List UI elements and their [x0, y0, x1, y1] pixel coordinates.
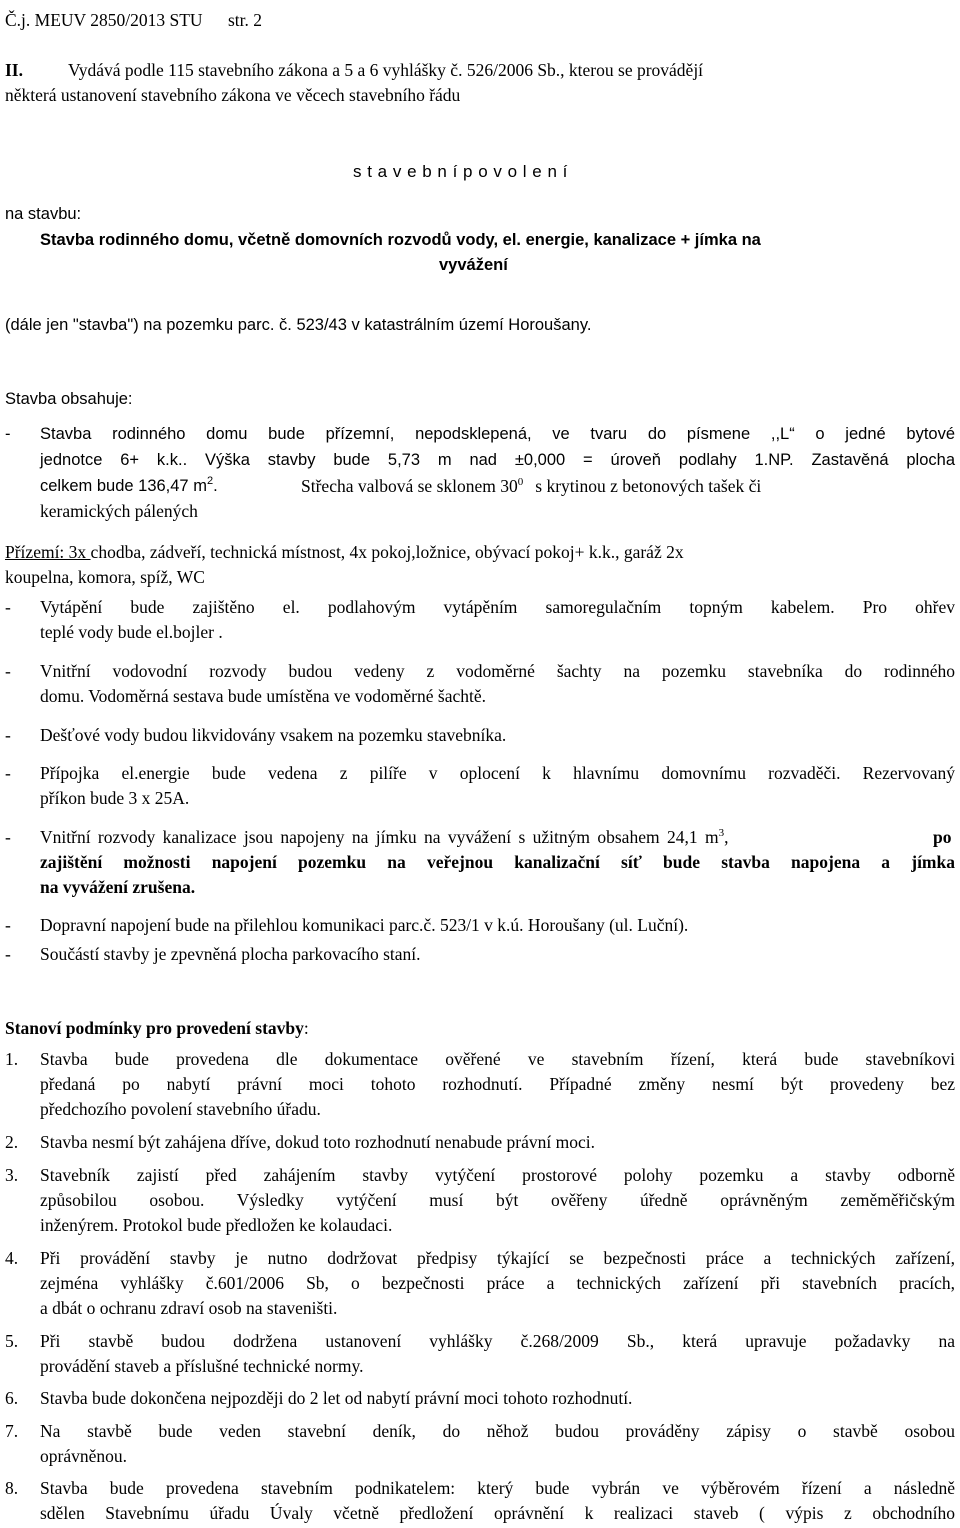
condition-8-line-1: Stavba bude provedena stavebním podnikatelem: který bude vybrán ve výběrovém řízení a následně — [40, 1478, 955, 1498]
contents-label: Stavba obsahuje: — [5, 390, 133, 408]
bullet-dash: - — [5, 763, 11, 783]
conditions-heading-colon: : — [303, 1018, 309, 1038]
bullet-6-line-1-end: po — [933, 827, 952, 847]
bullet-dash: - — [5, 597, 11, 617]
bullet-2-line-1: Vytápění bude zajištěno el. podlahovým vytápěním samoregulačním topným kabelem. Pro ohřev — [40, 597, 955, 617]
condition-5-line-2: provádění staveb a příslušné technické normy. — [40, 1356, 364, 1376]
document-reference: Č.j. MEUV 2850/2013 STU — [5, 10, 203, 30]
condition-2-line-1: Stavba nesmí být zahájena dříve, dokud toto rozhodnutí nenabude právní moci. — [40, 1132, 595, 1152]
ground-floor-rooms: chodba, zádveří, technická místnost, 4x pokoj,ložnice, obývací pokoj+ k.k., garáž 2x — [90, 542, 684, 562]
construction-name-line-2: vyvážení — [439, 256, 508, 274]
bullet-1-line-2: jednotce 6+ k.k.. Výška stavby bude 5,73 m nad ±0,000 = úroveň podlahy 1.NP. Zastavěná plocha — [40, 451, 955, 469]
roof-text — [301, 474, 955, 498]
na-stavbu-label: na stavbu: — [5, 205, 82, 223]
condition-number: 6. — [5, 1388, 19, 1408]
superscript-0: 0 — [517, 476, 524, 488]
condition-6-line-1: Stavba bude dokončena nejpozději do 2 let od nabytí právní moci tohoto rozhodnutí. — [40, 1388, 633, 1408]
ground-floor-label: Přízemí: 3x — [5, 542, 91, 562]
ground-floor-line-1 — [5, 540, 955, 564]
condition-3-line-1: Stavebník zajistí před zahájením stavby vytýčení prostorové polohy pozemku a stavby odborně — [40, 1165, 955, 1185]
condition-number: 8. — [5, 1478, 19, 1498]
ground-floor-line-2: koupelna, komora, spíž, WC — [5, 567, 205, 587]
intro-line-1: Vydává podle 115 stavebního zákona a 5 a 6 vyhlášky č. 526/2006 Sb., kterou se provádějí — [68, 60, 704, 80]
bullet-dash: - — [5, 725, 11, 745]
superscript-2: 2 — [206, 475, 214, 487]
bullet-5-line-1: Přípojka el.energie bude vedena z pilíře v oplocení k hlavnímu domovnímu rozvaděči. Rezervovaný — [40, 763, 955, 783]
bullet-dash: - — [5, 661, 11, 681]
condition-4-line-3: a dbát o ochranu zdraví osob na staveništi. — [40, 1298, 338, 1318]
condition-7-line-1: Na stavbě bude veden stavební deník, do něhož budou prováděny zápisy o stavbě osobou — [40, 1421, 955, 1441]
condition-1-line-3: předchozího povolení stavebního úřadu. — [40, 1099, 321, 1119]
bullet-2-line-2: teplé vody bude el.bojler . — [40, 622, 223, 642]
condition-number: 3. — [5, 1165, 19, 1185]
condition-8-line-2: sdělen Stavebnímu úřadu Úvaly včetně předložení oprávnění k realizaci staveb ( výpis z obchodního — [40, 1503, 955, 1523]
intro-line-2: některá ustanovení stavebního zákona ve věcech stavebního řádu — [5, 85, 461, 105]
conditions-heading-text: Stanoví podmínky pro provedení stavby — [5, 1018, 304, 1038]
bullet-1-line-4: keramických pálených — [40, 501, 198, 521]
condition-3-line-2: způsobilou osobou. Výsledky vytýčení musí být ověřeny úředně oprávněným zeměměřičským — [40, 1190, 955, 1210]
bullet-4: Dešťové vody budou likvidovány vsakem na pozemku stavebníka. — [40, 725, 507, 745]
condition-1-line-1: Stavba bude provedena dle dokumentace ověřené ve stavebním řízení, která bude stavebníkovi — [40, 1049, 955, 1069]
bullet-6-line-2: zajištění možnosti napojení pozemku na veřejnou kanalizační síť bude stavba napojena a jímka — [40, 852, 955, 872]
roof-slope-text: Střecha valbová se sklonem 30 — [301, 476, 518, 496]
condition-4-line-1: Při provádění stavby je nutno dodržovat předpisy týkající se bezpečnosti práce a technických zařízení, — [40, 1248, 955, 1268]
condition-number: 1. — [5, 1049, 19, 1069]
bullet-dash: - — [5, 425, 11, 443]
condition-4-line-2: zejména vyhlášky č.601/2006 Sb, o bezpečnosti práce a technických zařízení při stavebních pracích, — [40, 1273, 955, 1293]
condition-number: 7. — [5, 1421, 19, 1441]
bullet-3-line-2: domu. Vodoměrná sestava bude umístěna ve vodoměrné šachtě. — [40, 686, 486, 706]
bullet-3-line-1: Vnitřní vodovodní rozvody budou vedeny z vodoměrné šachty na pozemku stavebníka do rodinného — [40, 661, 955, 681]
condition-5-line-1: Při stavbě budou dodržena ustanovení vyhlášky č.268/2009 Sb., která upravuje požadavky na — [40, 1331, 955, 1351]
bullet-dash: - — [5, 944, 11, 964]
bullet-dash: - — [5, 827, 11, 847]
section-number: II. — [5, 60, 23, 80]
condition-1-line-2: předaná po nabytí právní moci tohoto rozhodnutí. Případné změny nesmí být provedeny bez — [40, 1074, 955, 1094]
bullet-dash: - — [5, 915, 11, 935]
roof-material-text: s krytinou z betonových tašek či — [535, 476, 762, 496]
comma: , — [724, 827, 729, 847]
bullet-8: Součástí stavby je zpevněná plocha parkovacího staní. — [40, 944, 421, 964]
construction-name-line-1: Stavba rodinného domu, včetně domovních rozvodů vody, el. energie, kanalizace + jímka na — [40, 231, 761, 249]
condition-number: 5. — [5, 1331, 19, 1351]
bullet-7: Dopravní napojení bude na přilehlou komunikaci parc.č. 523/1 v k.ú. Horoušany (ul. Luční). — [40, 915, 689, 935]
bullet-1-line-1: Stavba rodinného domu bude přízemní, nepodsklepená, ve tvaru do písmene ,,L“ o jedné bytové — [40, 425, 955, 443]
parcel-line: (dále jen "stavba") na pozemku parc. č. 523/43 v katastrálním území Horoušany. — [5, 316, 592, 334]
condition-7-line-2: oprávněnou. — [40, 1446, 127, 1466]
built-area-text: celkem bude 136,47 m — [40, 477, 207, 495]
conditions-heading — [5, 1016, 955, 1040]
page-number: str. 2 — [228, 10, 263, 30]
period: . — [213, 477, 218, 495]
condition-number: 2. — [5, 1132, 19, 1152]
bullet-5-line-2: příkon bude 3 x 25A. — [40, 788, 190, 808]
page-title: s t a v e b n í p o v o l e n í — [353, 162, 568, 181]
condition-3-line-3: inženýrem. Protokol bude předložen ke kolaudaci. — [40, 1215, 393, 1235]
bullet-6-line-1 — [40, 825, 955, 849]
superscript-3: 3 — [718, 827, 725, 839]
bullet-6-line-3: na vyvážení zrušena. — [40, 877, 196, 897]
sewage-text: Vnitřní rozvody kanalizace jsou napojeny na jímku na vyvážení s užitným obsahem 24,1 m — [40, 827, 719, 847]
condition-number: 4. — [5, 1248, 19, 1268]
